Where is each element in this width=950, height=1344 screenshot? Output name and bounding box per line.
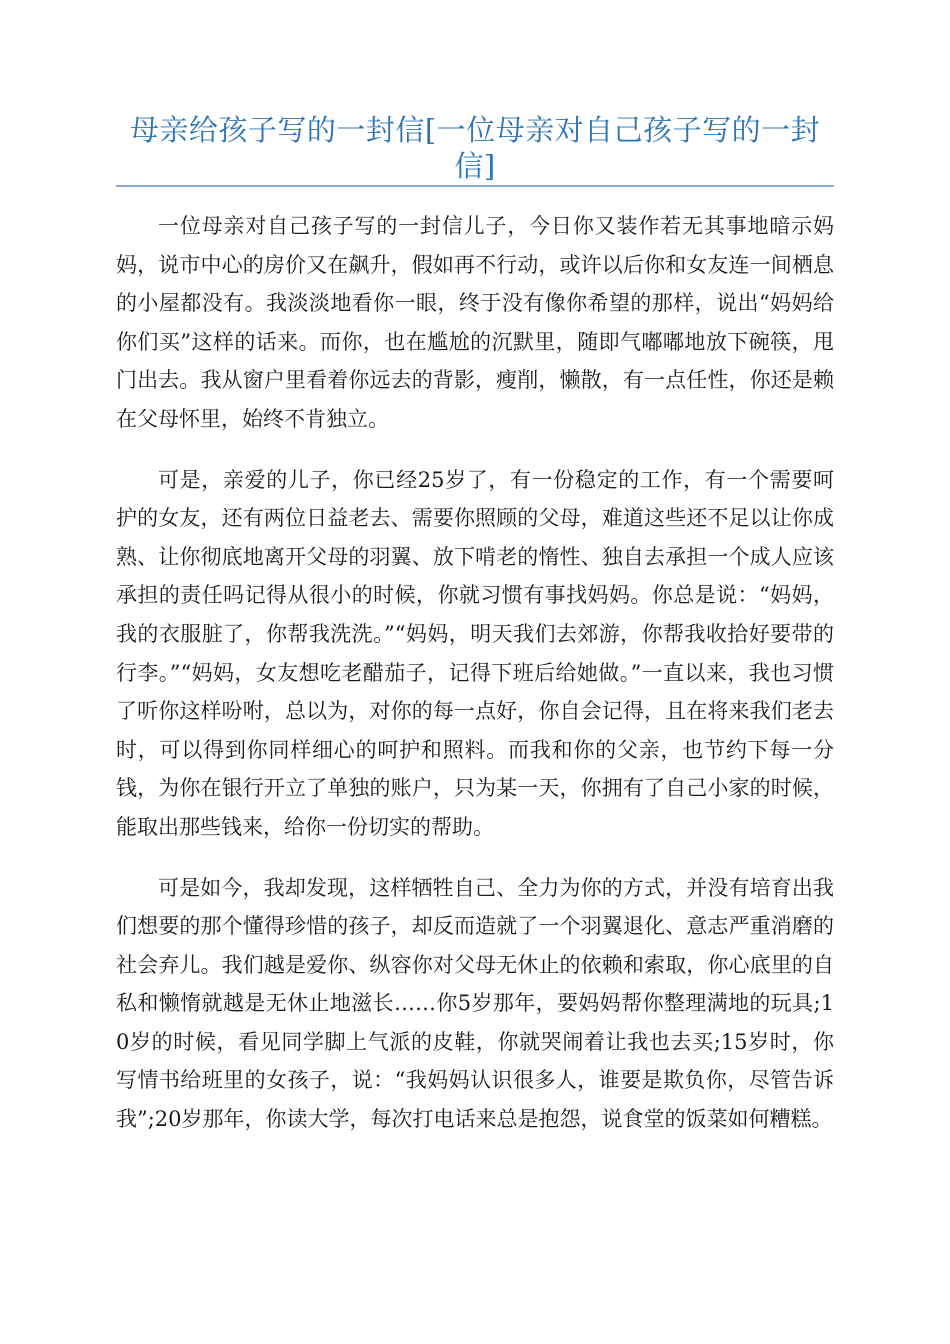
- paragraph-3: 可是如今，我却发现，这样牺牲自己、全力为你的方式，并没有培育出我们想要的那个懂得珍惜的孩子，却反而造就了一个羽翼退化、意志严重消磨的社会弃儿。我们越是爱你、纵容你对父母无休止的依赖和索取，你心底里的自私和懒惰就越是无休止地滋长……你5岁那年，要妈妈帮你整理满地的玩具;10岁的时候，看见同学脚上气派的皮鞋，你就哭闹着让我也去买;15岁时，你写情书给班里的女孩子，说：“我妈妈认识很多人，谁要是欺负你，尽管告诉我”;20岁那年，你读大学，每次打电话来总是抱怨，说食堂的饭菜如何糟糕。: [116, 875, 834, 1132]
- title-block: [116, 112, 834, 184]
- page-title: 母亲给孩子写的一封信[一位母亲对自己孩子写的一封信]: [129, 113, 821, 183]
- paragraph-2: 可是，亲爱的儿子，你已经25岁了，有一份稳定的工作，有一个需要呵护的女友，还有两位日益老去、需要你照顾的父母，难道这些还不足以让你成熟、让你彻底地离开父母的羽翼、放下啃老的惰性、独自去承担一个成人应该承担的责任吗记得从很小的时候，你就习惯有事找妈妈。你总是说：“妈妈，我的衣服脏了，你帮我洗洗。”“妈妈，明天我们去郊游，你帮我收拾好要带的行李。”“妈妈，女友想吃老醋茄子，记得下班后给她做。”一直以来，我也习惯了听你这样吩咐，总以为，对你的每一点好，你自会记得，且在将来我们老去时，可以得到你同样细心的呵护和照料。而我和你的父亲，也节约下每一分钱，为你在银行开立了单独的账户，只为某一天，你拥有了自己小家的时候，能取出那些钱来，给你一份切实的帮助。: [116, 467, 834, 839]
- title-underline: [116, 185, 834, 187]
- document-body: [116, 207, 834, 1161]
- paragraph-1: 一位母亲对自己孩子写的一封信儿子，今日你又装作若无其事地暗示妈妈，说市中心的房价又在飙升，假如再不行动，或许以后你和女友连一间栖息的小屋都没有。我淡淡地看你一眼，终于没有像你希望的那样，说出“妈妈给你们买”这样的话来。而你，也在尴尬的沉默里，随即气嘟嘟地放下碗筷，甩门出去。我从窗户里看着你远去的背影，瘦削，懒散，有一点任性，你还是赖在父母怀里，始终不肯独立。: [116, 214, 834, 431]
